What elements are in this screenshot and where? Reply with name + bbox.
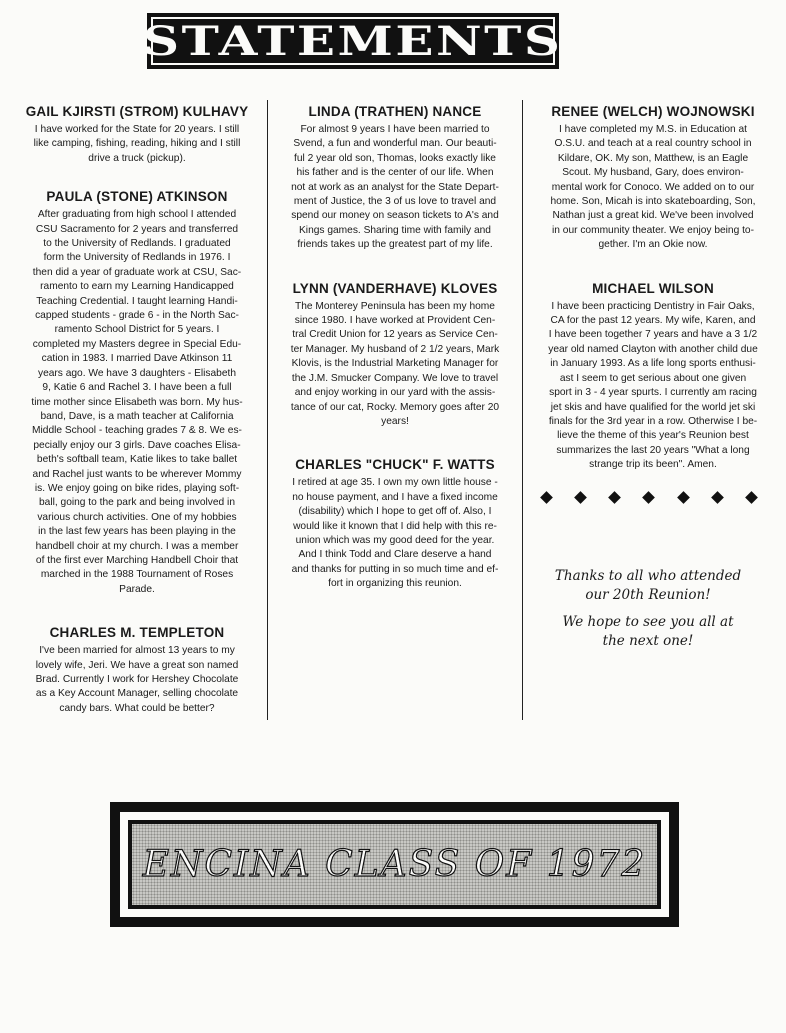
entry-body: I have completed my M.S. in Education at O.S.U. and teach at a real country school in Kildare, OK. My son, Matthew, is an Eagle Scout. My husband, Gary, does environ- mental work for Conoco. We added on to our home. Son, Micah is into skateboarding, Son, Nathan just a great kid. We've been involved in our community theater. We enjoy being to- gether. I'm an Okie now.: [550, 124, 756, 251]
entry-body: The Monterey Peninsula has been my home since 1980. I have worked at Provident Cen- tral Credit Union for 12 years as Service Cen- ter Manager. My husband of 2 1/2 years, Mark Klovis, is the Industrial Marketing Manager for the J.M. Smucker Company. We love to travel and enjoy working in our yard with the assis- tance of our cat, Rocky. Memory goes after 20 years!: [290, 300, 500, 427]
statements-banner: [143, 13, 563, 69]
class-title: ENCINA CLASS OF 1972: [142, 844, 647, 885]
entry-body: For almost 9 years I have been married to Svend, a fun and wonderful man. Our beauti- ful 2 year old son, Thomas, looks exactly like his father and is the center of our life. When not at work as an analyst for the State Depart- ment of Justice, the 3 of us love to travel and spend our money on season tickets to A's and Kings games. Sharing time with family and friends takes up the greatest part of my life.: [291, 124, 499, 251]
entry-name: RENEE (WELCH) WOJNOWSKI: [551, 104, 755, 119]
column-left: [18, 104, 256, 716]
statement-entry: [536, 281, 770, 473]
entry-name: PAULA (STONE) ATKINSON: [46, 189, 228, 205]
class-banner-panel: [132, 824, 657, 905]
column-right: [536, 104, 770, 473]
statement-entry: [278, 457, 512, 591]
diamond-icon: [643, 491, 656, 504]
page-title: STATEMENTS: [143, 17, 563, 65]
see-you-text: We hope to see you all at the next one!: [562, 614, 734, 649]
statement-entry: [536, 104, 770, 253]
entry-name: MICHAEL WILSON: [592, 280, 714, 296]
diamond-icon: [745, 491, 758, 504]
diamond-icon: [540, 491, 553, 504]
entry-body: After graduating from high school I attended CSU Sacramento for 2 years and transferred to the University of Redlands. I graduated form the University of Redlands in 1976. I then did a year of graduate work at CSU, Sac- ramento to earn my Learning Handicapped Teaching Credential. I taught learning Handi- capped students - grade 6 - in the North Sac- ramento School District for 5 years. I completed my Masters degree in Special Edu- cation in 1983. I married Dave Atkinson 11 years ago. We have 3 daughters - Elisabeth 9, Katie 6 and Rachel 3. I have been a full time mother since Elisabeth was born. My hus- band, Dave, is a math teacher at California Middle School - teaching grades 7 & 8. We es- pecially enjoy our 3 girls. Dave coaches Elisa- beth's softball team, Katie likes to take ballet and Rachel just wants to be wherever Mommy is. We enjoy going on bike rides, playing soft- ball, going to the park and being involved in various church activities. One of my hobbies in the last few years has been playing in the handbell choir at my church. I was a member of the first ever Marching Handbell Choir that marched in the 1988 Tournament of Roses Parade.: [31, 209, 243, 595]
entry-name: GAIL KJIRSTI (STROM) KULHAVY: [25, 104, 249, 119]
statement-entry: [18, 625, 256, 716]
diamond-icon: [677, 491, 690, 504]
entry-body: I have been practicing Dentistry in Fair Oaks, CA for the past 12 years. My wife, Karen, and I have been together 7 years and have a 3 1/2 year old named Clayton with another child due in January 1993. As a life long sports enthusi- ast I seem to get serious about one given sport in 3 - 4 year spurts. I currently am racing jet skis and have qualified for the world jet ski finals for the 3rd year in a row. Otherwise I be- lieve the theme of this year's Reunion best summarizes the last 20 years "What a long strange trip its been". Amen.: [548, 300, 758, 471]
statement-entry: [278, 281, 512, 430]
entry-body: I've been married for almost 13 years to my lovely wife, Jeri. We have a great son named Brad. Currently I work for Hershey Chocolate as a Key Account Manager, selling chocolate candy bars. What could be better?: [35, 645, 239, 714]
statement-entry: [278, 104, 512, 253]
diamond-icon: [574, 491, 587, 504]
entry-name: CHARLES M. TEMPLETON: [49, 625, 225, 641]
class-banner: [110, 802, 679, 927]
entry-name: CHARLES "CHUCK" F. WATTS: [295, 457, 495, 473]
diamond-icon: [711, 491, 724, 504]
diamond-icon: [608, 491, 621, 504]
closing-message: [520, 567, 776, 659]
thanks-text: Thanks to all who attended our 20th Reunion!: [554, 568, 742, 603]
statement-entry: [18, 104, 256, 166]
entry-body: I have worked for the State for 20 years. I still like camping, fishing, reading, hiking and I still drive a truck (pickup).: [33, 124, 241, 164]
banner-frame: [143, 17, 563, 65]
column-divider: [267, 100, 268, 720]
entry-name: LINDA (TRATHEN) NANCE: [308, 104, 482, 119]
entry-name: LYNN (VANDERHAVE) KLOVES: [292, 280, 498, 296]
statement-entry: [18, 189, 256, 597]
diamond-divider: [542, 493, 756, 502]
entry-body: I retired at age 35. I own my own little house - no house payment, and I have a fixed income (disability) which I hope to get off of. Also, I would like it known that I did help with this re- union which was my good deed for the year. And I think Todd and Clare deserve a hand and thanks for putting in so much time and ef- fort in organizing this reunion.: [291, 477, 499, 590]
column-middle: [278, 104, 512, 592]
